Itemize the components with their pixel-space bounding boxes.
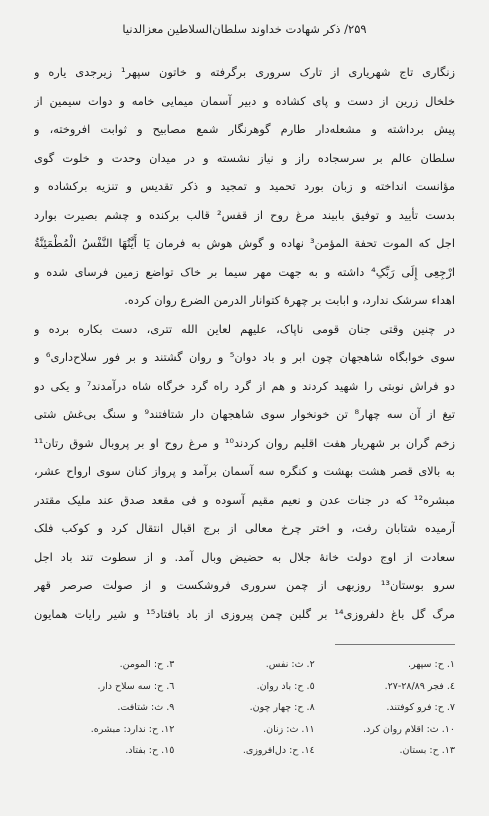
footnote: ٥. ح: باد روان. xyxy=(256,680,315,692)
text-line: در چنین وقتی جنان قومی ناپاک، علیهم لعاین الله تتری، دست بکاره برده و xyxy=(34,321,455,336)
footnote: ١٣. ح: بستان. xyxy=(399,745,455,756)
footnote: ٢. ث: نفس. xyxy=(265,659,315,670)
footnote: ٤. فجر ٢٨/٨٩-٢٧. xyxy=(384,680,455,692)
footnote: ٣. ح: المومن. xyxy=(119,659,175,670)
text-line: دو فراش نوبتی را شهید کردند و هم از گرد راه گرد خرگاه شاه درآمدند⁷ و یکی دو xyxy=(34,378,455,393)
footnote: ٨. ح: چهار چون. xyxy=(249,702,315,713)
text-line: زنگاری تاج شهریاری از تارک سروری برگرفته و خاتون سپهر¹ زیرجدی یاره و xyxy=(34,65,455,79)
footnote-row xyxy=(34,719,455,741)
main-text xyxy=(34,58,455,628)
footnote: ١٠. ث: اقلام روان کرد. xyxy=(363,723,455,735)
text-line: اجل که الموت تحفة المؤمن³ نهاده و گوش هوش به فرمان یَا أَیَّتُهَا النَّفْسُ الْمُطْمَئِنَّةُ xyxy=(34,236,455,250)
footnote: ١٤. ح: دل‌افروزی. xyxy=(242,745,315,756)
footnotes xyxy=(34,654,455,762)
text-line: آرمیده شتابان رفت، و اختر چرخ معالی از برج اقبال انتقال کرد و کوکب فلک xyxy=(34,521,455,535)
footnote-row xyxy=(34,697,455,719)
footnote-row xyxy=(34,654,455,676)
text-line: بدست تأیید و توفیق بابیند مرغ روح از قفس² قالب برکنده و چشم بصیرت بوارد xyxy=(34,207,455,222)
footnote-row xyxy=(34,676,455,698)
text-line: زخم گران بر شهریار هفت اقلیم روان کردند¹⁰ و مرغ روح او بر پروبال شوق رتان¹¹ xyxy=(34,435,455,450)
footnote: ١٢. ح: ندارد: مبشره. xyxy=(90,723,175,735)
text-line: سعادت از اوج دولت خانهٔ جلال به حضیض وبال آمد. و از سطوت تند باد اجل xyxy=(34,549,455,564)
footnote: ١١. ث: زنان. xyxy=(263,723,315,735)
text-line: به بالای قصر هشت بهشت و کنگره سه آسمان برآمد و پرواز کنان سوی ارواح عشر، xyxy=(34,464,455,478)
text-line: سلطان عالم بر سرسجاده راز و نیاز نشسته و در میدان وحدت و خلوت گوی xyxy=(34,150,455,165)
text-line: پیش برداشته و مشعله‌دار طارم گوهرنگار شمع مصابیح و ثوابت افروخته، و xyxy=(34,122,455,136)
running-header: ۲۵۹/ ذکر شهادت خداوند سلطان‌السلاطین معزالدنیا xyxy=(122,22,367,36)
footnote: ١. ح: سپهر. xyxy=(408,659,455,670)
text-line: سوی خوابگاه شاهجهان چون ابر و باد دوان⁵ و روان گشتند و بر فور سلاح‌داری⁶ و xyxy=(34,350,455,364)
text-line: مرگ گل باغ دلفروزی¹⁴ بر گلبن چمن پیروزی از باد بافتاد¹⁵ و شیر رایات همایون xyxy=(34,606,455,621)
text-line: مؤانست انداخته و زبان بورد تحمید و تمجید و ذکر تقدیس و تنزیه برکشاده و xyxy=(34,179,455,193)
text-line: خلخال زرین از دست و پای کشاده و دبیر آسمان میمایی خامه و دوات سیمین از xyxy=(34,93,455,108)
text-line: ارْجِعِی إِلَی رَبِّکِ⁴ داشته و به جهت مهر سیما بر خاک تواضع زمین فرسای شده و xyxy=(34,264,455,279)
footnote-divider xyxy=(335,644,455,645)
footnote: ٦. ح: سه سلاح دار. xyxy=(97,680,175,692)
footnote: ٧. ح: فرو کوفتند. xyxy=(386,702,455,713)
text-line: مبشره¹² که در جنات عدن و نعیم مقیم آسوده و فی مقعد صدق عند ملیک مقتدر xyxy=(34,492,455,507)
footnote: ١٥. ح: بفتاد. xyxy=(125,745,175,756)
footnote-row xyxy=(34,740,455,762)
footnote: ٩. ث: شتافت. xyxy=(117,702,175,713)
text-line: سرو بوستان¹³ روزبهی از چمن سروری فروشکست و از صولت صرصر قهر xyxy=(34,578,455,592)
text-line: تیغ از آن سه چهار⁸ تن خونخوار سوی شاهجهان دار شتافتند⁹ و سنگ بی‌غش شتی xyxy=(34,407,455,421)
text-line-paragraph-end: اهداء سرشک ندارد، و ابابت بر چهرهٔ کتوانار الدرمن الضرع روان کرده. xyxy=(124,293,455,307)
